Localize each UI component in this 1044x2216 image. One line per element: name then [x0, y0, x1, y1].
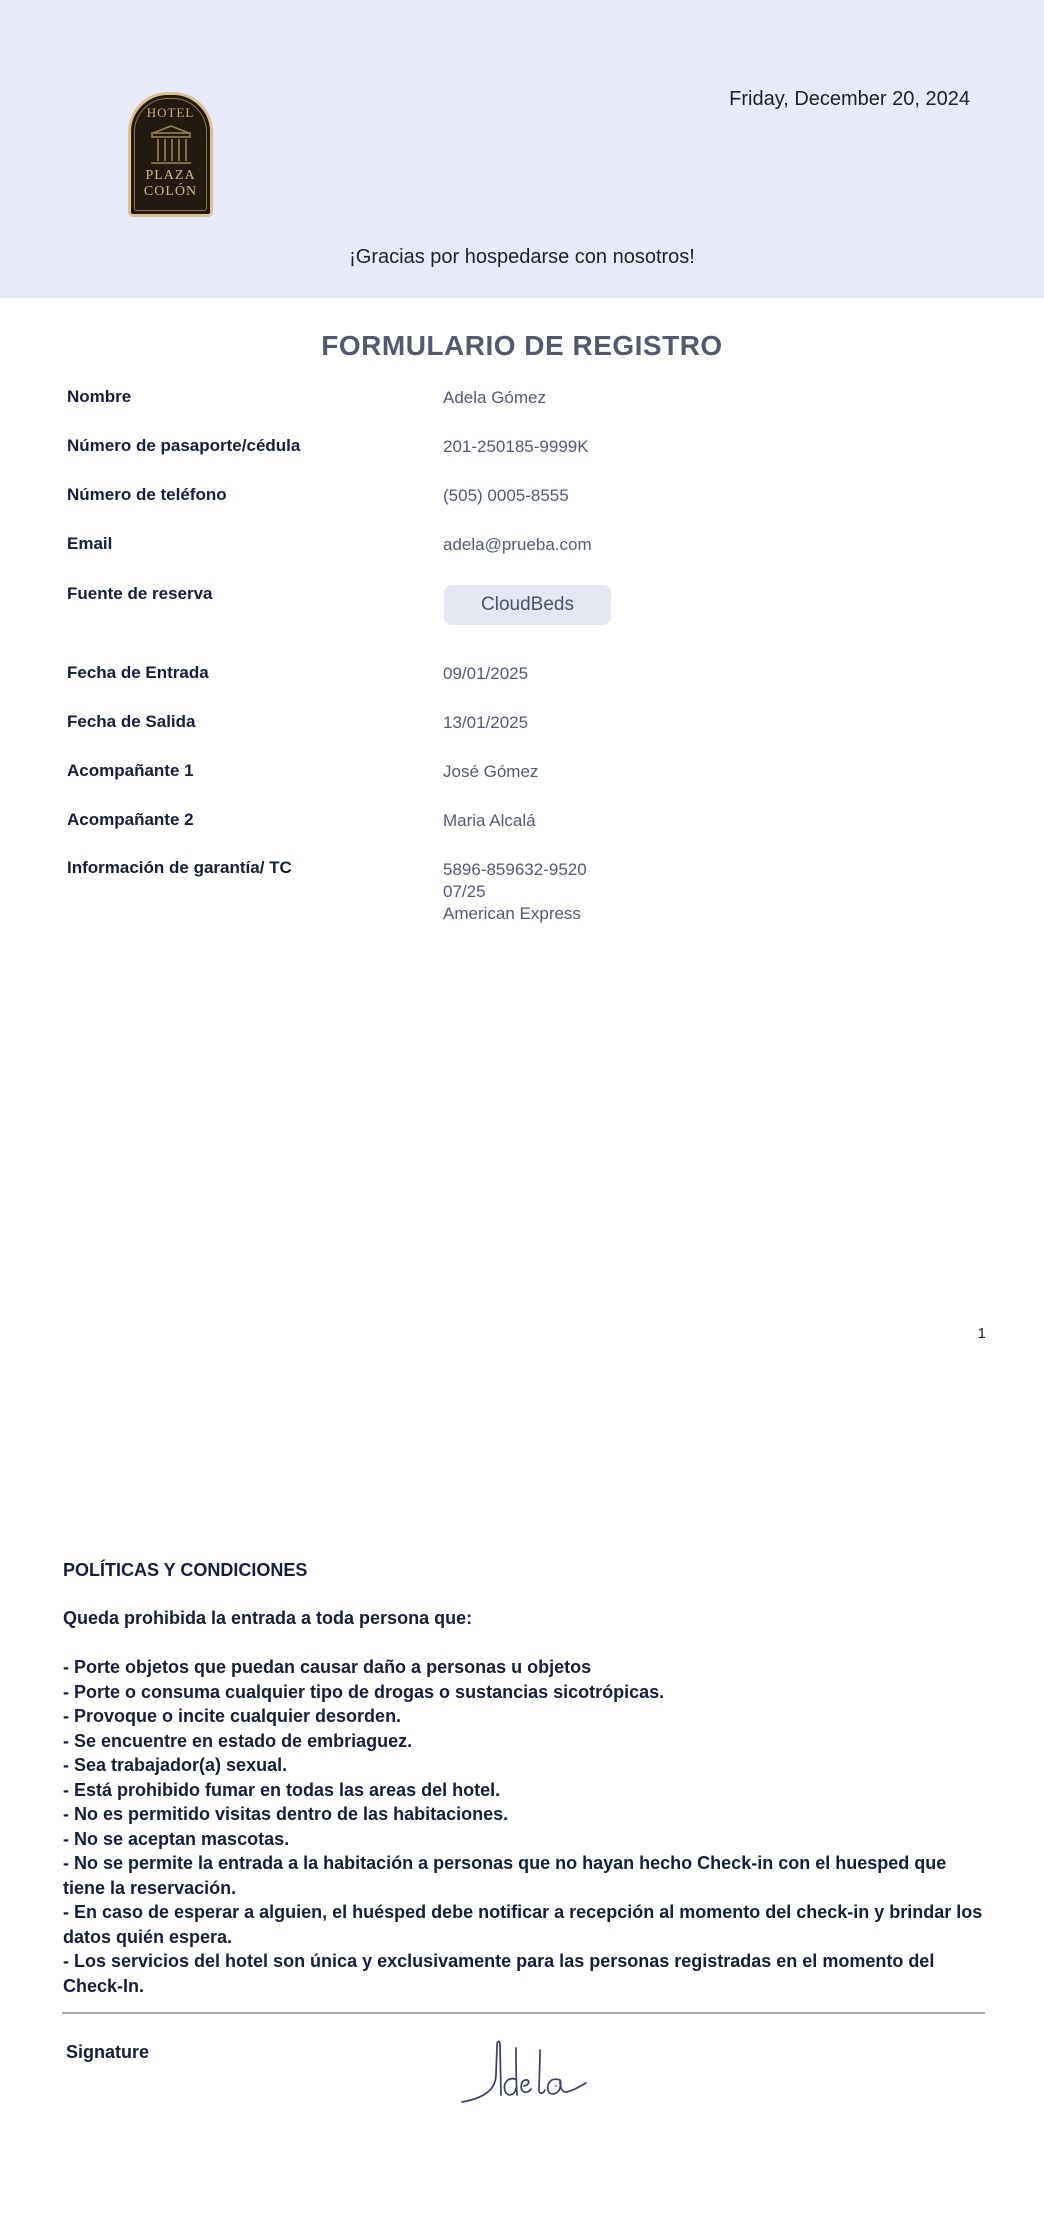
field-value: (505) 0005-8555 [443, 486, 569, 505]
policy-item: - Porte o consuma cualquier tipo de drogas o sustancias sicotrópicas. [63, 1681, 665, 1702]
field-label: Fecha de Entrada [67, 663, 209, 682]
form-row-pasaporte [0, 436, 1044, 460]
field-label: Información de garantía/ TC [67, 858, 292, 877]
booking-source-button[interactable]: CloudBeds [444, 585, 611, 625]
form-row-fecha-salida [0, 712, 1044, 736]
field-value: adela@prueba.com [443, 535, 592, 554]
logo-word-plaza: PLAZA [145, 168, 196, 183]
policies-intro: Queda prohibida la entrada a toda persona que: [63, 1608, 473, 1628]
policy-item: - Porte objetos que puedan causar daño a personas u objetos [63, 1657, 592, 1677]
field-label: Acompañante 1 [67, 761, 194, 780]
form-row-nombre [0, 387, 1044, 411]
page-number: 1 [977, 1325, 986, 1342]
policy-item: - Los servicios del hotel son única y exclusivamente para las personas registradas en el momento del Check-In. [63, 1951, 935, 1996]
policies-list [63, 1655, 991, 1998]
field-value: 13/01/2025 [443, 713, 529, 732]
policy-item: - No se aceptan mascotas. [63, 1828, 290, 1849]
policy-item: - Está prohibido fumar en todas las areas del hotel. [63, 1779, 501, 1800]
hotel-logo [128, 92, 213, 217]
signature-divider [62, 2012, 985, 2014]
field-value: Adela Gómez [443, 388, 546, 407]
card-number: 5896-859632-9520 [443, 860, 587, 879]
document-date: Friday, December 20, 2024 [729, 88, 970, 110]
policy-item: - No se permite la entrada a la habitación a personas que no hayan hecho Check-in con el huesped que tiene la reservación. [63, 1853, 947, 1898]
logo-word-hotel: HOTEL [146, 105, 195, 120]
card-brand: American Express [443, 904, 581, 923]
signature-label: Signature [66, 2042, 150, 2062]
field-value: Maria Alcalá [443, 811, 536, 830]
page-title: FORMULARIO DE REGISTRO [321, 330, 723, 361]
policy-item: - Provoque o incite cualquier desorden. [63, 1706, 402, 1726]
policy-item: - Se encuentre en estado de embriaguez. [63, 1730, 413, 1751]
field-label: Número de teléfono [67, 485, 227, 504]
form-row-garantia [0, 858, 1044, 928]
guarantee-value [443, 859, 587, 925]
form-row-fecha-entrada [0, 663, 1044, 687]
field-value: 201-250185-9999K [443, 437, 589, 456]
policy-item: - En caso de esperar a alguien, el huésped debe notificar a recepción al momento del check-in y brindar los datos quién espera. [63, 1902, 983, 1947]
form-row-email [0, 534, 1044, 558]
field-label: Email [67, 534, 113, 553]
signature-image[interactable] [460, 2034, 590, 2114]
form-row-acompanante-1 [0, 761, 1044, 785]
field-label: Acompañante 2 [67, 810, 194, 829]
field-value: José Gómez [443, 762, 539, 781]
logo-word-colon: COLÓN [143, 184, 198, 199]
card-expiry: 07/25 [443, 882, 486, 901]
policies-heading: POLÍTICAS Y CONDICIONES [63, 1560, 308, 1580]
form-row-acompanante-2 [0, 810, 1044, 834]
form-row-telefono [0, 485, 1044, 509]
field-label: Fuente de reserva [67, 584, 213, 603]
thanks-message: ¡Gracias por hospedarse con nosotros! [349, 246, 695, 268]
field-label: Número de pasaporte/cédula [67, 436, 301, 455]
building-icon [143, 123, 199, 167]
header-band [0, 0, 1044, 298]
field-label: Fecha de Salida [67, 712, 196, 731]
policy-item: - No es permitido visitas dentro de las habitaciones. [63, 1804, 509, 1824]
policy-item: - Sea trabajador(a) sexual. [63, 1755, 288, 1775]
field-label: Nombre [67, 387, 132, 406]
field-value: 09/01/2025 [443, 664, 529, 683]
policies-section [63, 1558, 991, 1998]
